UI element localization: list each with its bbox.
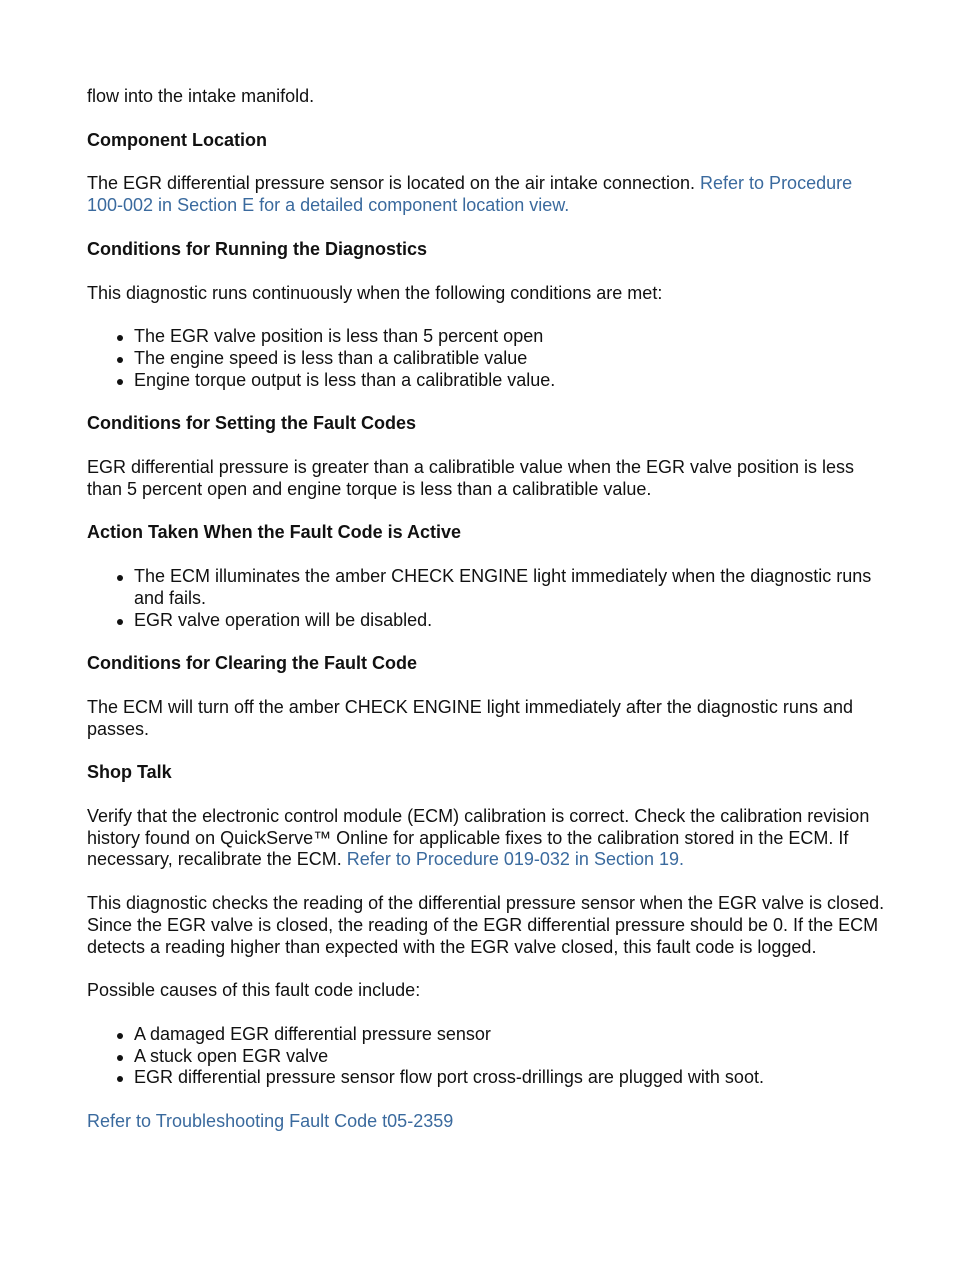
list-item: The ECM illuminates the amber CHECK ENGINE light immediately when the diagnostic runs and fails. [134,566,887,609]
clearing-conditions-text: The ECM will turn off the amber CHECK ENGINE light immediately after the diagnostic runs and passes. [87,696,853,739]
clearing-conditions-heading: Conditions for Clearing the Fault Code [87,653,417,674]
causes-list [87,1024,887,1089]
calibration-procedure-link[interactable]: Refer to Procedure 019-032 in Section 19. [346,849,685,870]
causes-intro-text: Possible causes of this fault code include: [87,980,421,1001]
shop-talk-paragraph-1 [87,806,887,871]
list-item: A stuck open EGR valve [134,1046,887,1068]
running-conditions-list [87,326,887,391]
shop-talk-text-1: Verify that the electronic control module (ECM) calibration is correct. Check the calibration revision history found on QuickServe™ Online for applicable fixes to the calibration stored in the ECM. If necessary, recalibrate the ECM. [87,806,870,870]
list-item: EGR differential pressure sensor flow port cross-drillings are plugged with soot. [134,1067,887,1089]
action-taken-heading: Action Taken When the Fault Code is Active [87,522,462,543]
component-location-text: The EGR differential pressure sensor is located on the air intake connection. [87,173,696,194]
running-conditions-text: This diagnostic runs continuously when the following conditions are met: [87,282,663,303]
document-body [87,86,887,1155]
component-location-heading: Component Location [87,129,267,150]
setting-conditions-text: EGR differential pressure is greater than a calibratible value when the EGR valve position is less than 5 percent open and engine torque is less than a calibratible value. [87,457,855,499]
component-location-link[interactable]: Refer to Procedure 100-002 in Section E for a detailed component location view. [87,173,853,216]
intro-text: flow into the intake manifold. [87,86,315,106]
setting-conditions-heading: Conditions for Setting the Fault Codes [87,413,416,434]
list-item: The engine speed is less than a calibratible value [134,348,887,370]
list-item: Engine torque output is less than a calibratible value. [134,370,887,392]
component-location-paragraph [87,173,887,216]
list-item: EGR valve operation will be disabled. [134,610,887,632]
troubleshooting-paragraph [87,1111,887,1133]
action-taken-list [87,566,887,631]
running-conditions-heading: Conditions for Running the Diagnostics [87,238,427,259]
list-item: The EGR valve position is less than 5 percent open [134,326,887,348]
troubleshooting-link[interactable]: Refer to Troubleshooting Fault Code t05-2359 [87,1111,454,1132]
shop-talk-heading: Shop Talk [87,762,172,783]
list-item: A damaged EGR differential pressure sensor [134,1024,887,1046]
shop-talk-paragraph-2: This diagnostic checks the reading of the differential pressure sensor when the EGR valve is closed. Since the EGR valve is closed, the reading of the EGR differential pressure should be 0. If the ECM detects a reading higher than expected with the EGR valve closed, this fault code is logged. [87,893,885,957]
